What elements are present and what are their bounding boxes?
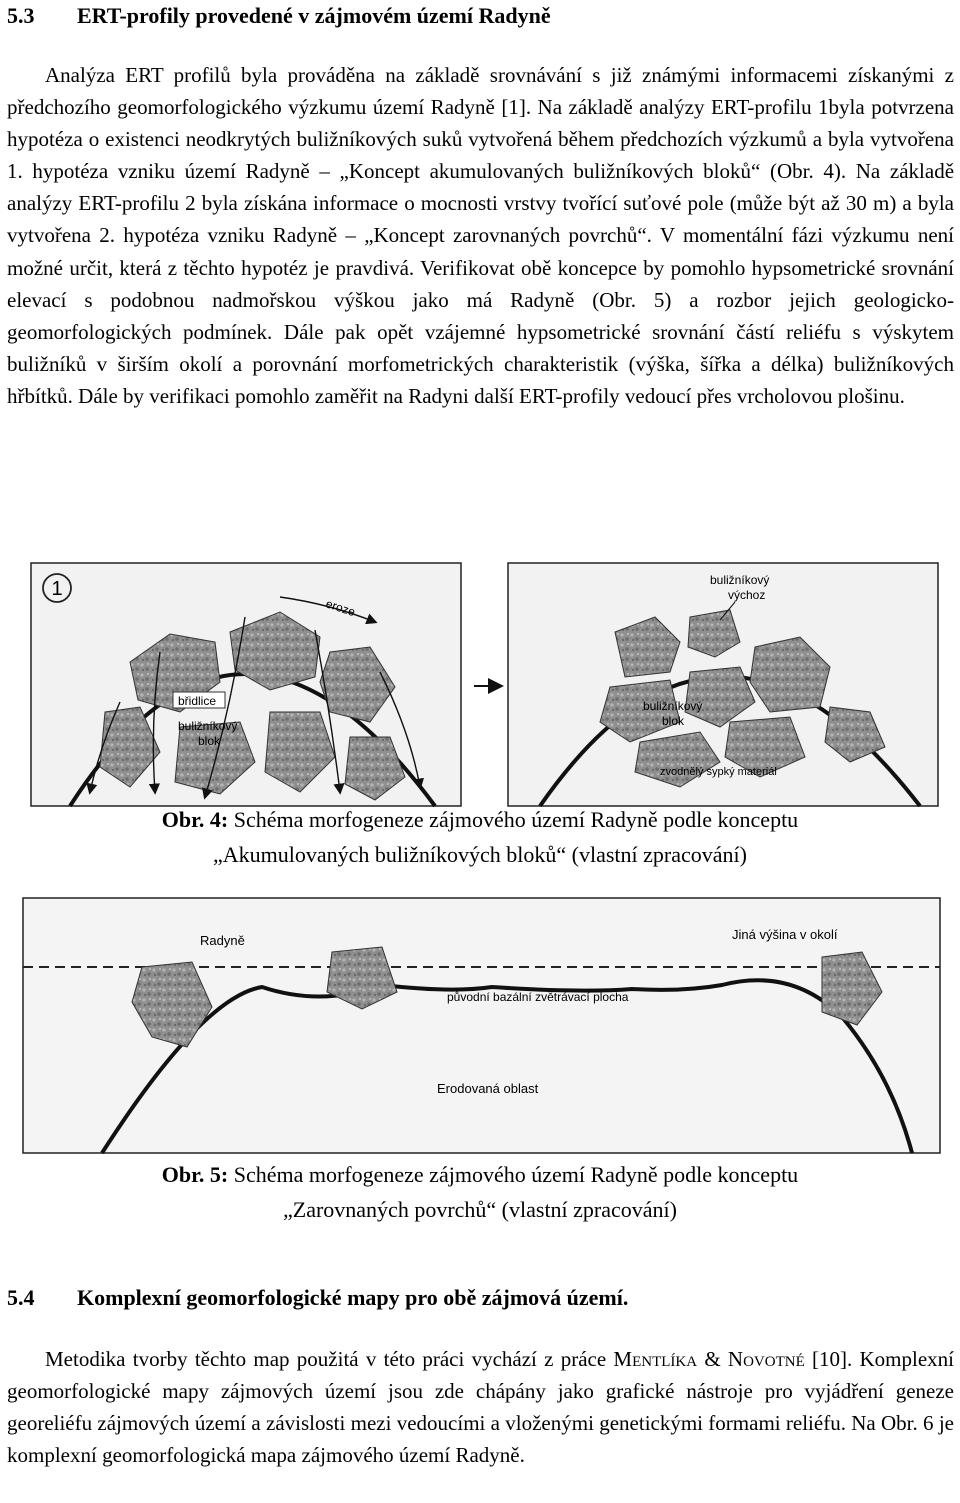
paragraph-part-1: Analýza ERT profilů byla prováděna na základě srovnávání s již známými informacemi získanými z předchozího geomorfologického výzkumu území Radyně [1]. Na základě analýzy ERT-profilu 1byla potvrzena hypotéza o existenci neodkrytých buližníkových suků vytvořená během předchozích výzkumů a byla vytvořena 1. hypotéza vzniku území Radyně – „Koncept akumulovaných buližníkových bloků“ (Obr. 4). [7, 63, 954, 184]
ampersand: & [697, 1347, 728, 1371]
figure-5-caption-line2: „Zarovnaných povrchů“ (vlastní zpracování) [283, 1197, 677, 1222]
label-outcrop-1: buližníkový [710, 573, 770, 587]
author-1: Mentlíka [613, 1347, 698, 1371]
paragraph-text-start: Metodika tvorby těchto map použitá v této práci vychází z práce [45, 1347, 614, 1371]
paragraph-part-2: Na základě analýzy ERT-profilu 2 byla získána informace o mocnosti vrstvy tvořící suťové pole (může být až 30 m) a byla vytvořena 2. hypotéza vzniku Radyně – „Koncept zarovnaných povrchů“. V momentální fázi výzkumu není možné určit, která z těchto hypotéz je pravdivá. Verifikovat obě koncepce by pomohlo hypsometrické srovnání elevací s podobnou nadmořskou výškou jako má Radyně (Obr. 5) a rozbor jejich geologicko-geomorfologických podmínek. Dále pak opět vzájemné hypsometrické srovnání částí reliéfu s výskytem buližníků v širším okolí a porovnání morfometrických charakteristik (výška, šířka a délka) buližníkových hřbítků. Dále by verifikaci pomohlo zaměřit na Radyni další ERT-profily vedoucí přes vrcholovou plošinu. [7, 159, 955, 408]
figure-4-caption-line2: „Akumulovaných buližníkových bloků“ (vlastní zpracování) [213, 842, 747, 867]
label-shale: břidlice [178, 694, 217, 708]
label-right-block-1: buližníkový [643, 699, 703, 713]
section-title: ERT-profily provedené v zájmovém území Radyně [77, 3, 551, 28]
label-block-2: blok [198, 734, 221, 748]
section-number: 5.4 [7, 1285, 35, 1310]
panel-number: 1 [51, 578, 63, 600]
label-other-hill: Jiná výšina v okolí [732, 927, 838, 942]
paragraph-text-end: [10]. Komplexní geomorfologické mapy zájmových území jsou zde chápány jako grafické nástroje pro vyjádření geneze georeliéfu zájmových území a závislosti mezi vedoucími a vloženými genetickými formami reliéfu. Na Obr. 6 je komplexní geomorfologická mapa zájmového území Radyně. [7, 1347, 954, 1468]
label-outcrop-2: výchoz [728, 588, 766, 602]
figure-5-caption-text: Schéma morfogeneze zájmového území Radyně podle konceptu [233, 1162, 799, 1187]
section-heading [7, 3, 551, 29]
figure-4-caption-text: Schéma morfogeneze zájmového území Radyně podle konceptu [233, 807, 799, 832]
label-plain: původní bazální zvětrávací plocha [447, 990, 629, 1004]
figure-4-caption-label: Obr. 4: [161, 807, 229, 832]
figure-5-caption [0, 1157, 960, 1227]
section-title: Komplexní geomorfologické mapy pro obě zájmová území. [77, 1285, 629, 1310]
label-erosion: eroze [324, 596, 357, 620]
figure-4-caption [0, 802, 960, 872]
section-number: 5.3 [7, 3, 35, 28]
author-2: Novotné [727, 1347, 805, 1371]
figure-5 [22, 897, 942, 1155]
label-right-block-2: blok [662, 714, 685, 728]
body-paragraph [7, 1343, 954, 1471]
figure-5-caption-label: Obr. 5: [161, 1162, 229, 1187]
label-block-1: buližníkový [178, 719, 238, 733]
label-radyne: Radyně [200, 933, 245, 948]
figure-4 [30, 562, 940, 808]
label-eroded: Erodovaná oblast [437, 1081, 539, 1096]
body-paragraph [7, 59, 954, 412]
label-material: zvodnělý sypký materiál [660, 766, 777, 778]
section-heading [7, 1285, 628, 1311]
